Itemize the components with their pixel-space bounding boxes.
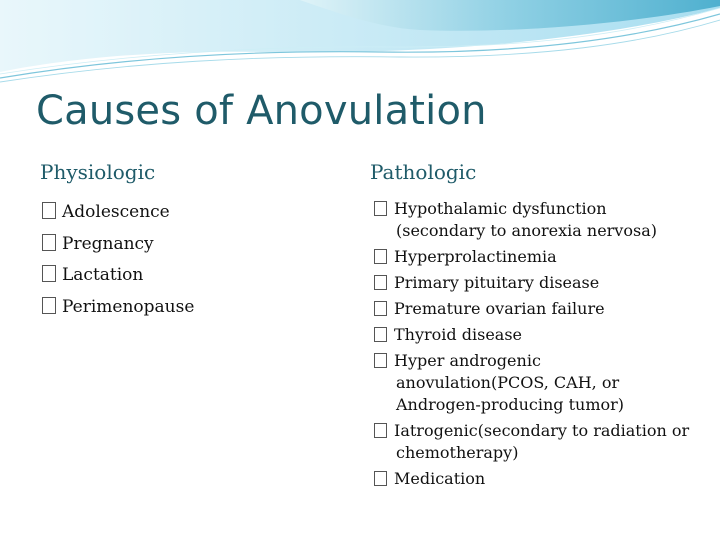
missing-glyph-box-icon [374,275,387,290]
missing-glyph-box-icon [374,471,387,486]
slide-title: Causes of Anovulation [36,88,487,134]
header-wave-decoration [0,0,720,90]
list-item [374,246,694,268]
missing-glyph-box-icon [374,327,387,342]
list-item [42,263,342,287]
list-item-text: Hyper androgenic anovulation(PCOS, CAH, or Androgen-producing tumor) [394,351,625,414]
list-item-text: Iatrogenic(secondary to radiation or chemotherapy) [394,421,690,462]
list-item-text: Pregnancy [62,233,154,254]
list-item-text: Medication [394,469,486,488]
missing-glyph-box-icon [374,249,387,264]
list-item-text: Hyperprolactinemia [394,247,557,266]
missing-glyph-box-icon [42,297,56,314]
list-item [374,468,694,490]
list-item-text: Perimenopause [62,296,195,317]
missing-glyph-box-icon [374,201,387,216]
missing-glyph-box-icon [374,423,387,438]
list-item-text: Lactation [62,265,144,285]
list-item [374,324,694,346]
list-item [374,420,694,464]
list-item [42,200,342,224]
list-item [374,298,694,320]
list-item-text: Thyroid disease [394,325,522,344]
physiologic-list [42,200,342,326]
missing-glyph-box-icon [42,202,56,219]
list-item [42,232,342,256]
list-item [374,350,694,416]
list-item-text: Premature ovarian failure [394,299,605,318]
list-item-text: Adolescence [62,202,170,222]
missing-glyph-box-icon [374,301,387,316]
list-item [374,198,694,242]
missing-glyph-box-icon [42,265,56,282]
pathologic-list [374,198,694,494]
list-item [374,272,694,294]
list-item-text: Hypothalamic dysfunction (secondary to anorexia nervosa) [394,199,657,240]
physiologic-heading: Physiologic [40,160,156,184]
missing-glyph-box-icon [42,234,56,251]
pathologic-heading: Pathologic [370,160,477,184]
list-item [42,295,342,319]
missing-glyph-box-icon [374,353,387,368]
list-item-text: Primary pituitary disease [394,273,600,292]
